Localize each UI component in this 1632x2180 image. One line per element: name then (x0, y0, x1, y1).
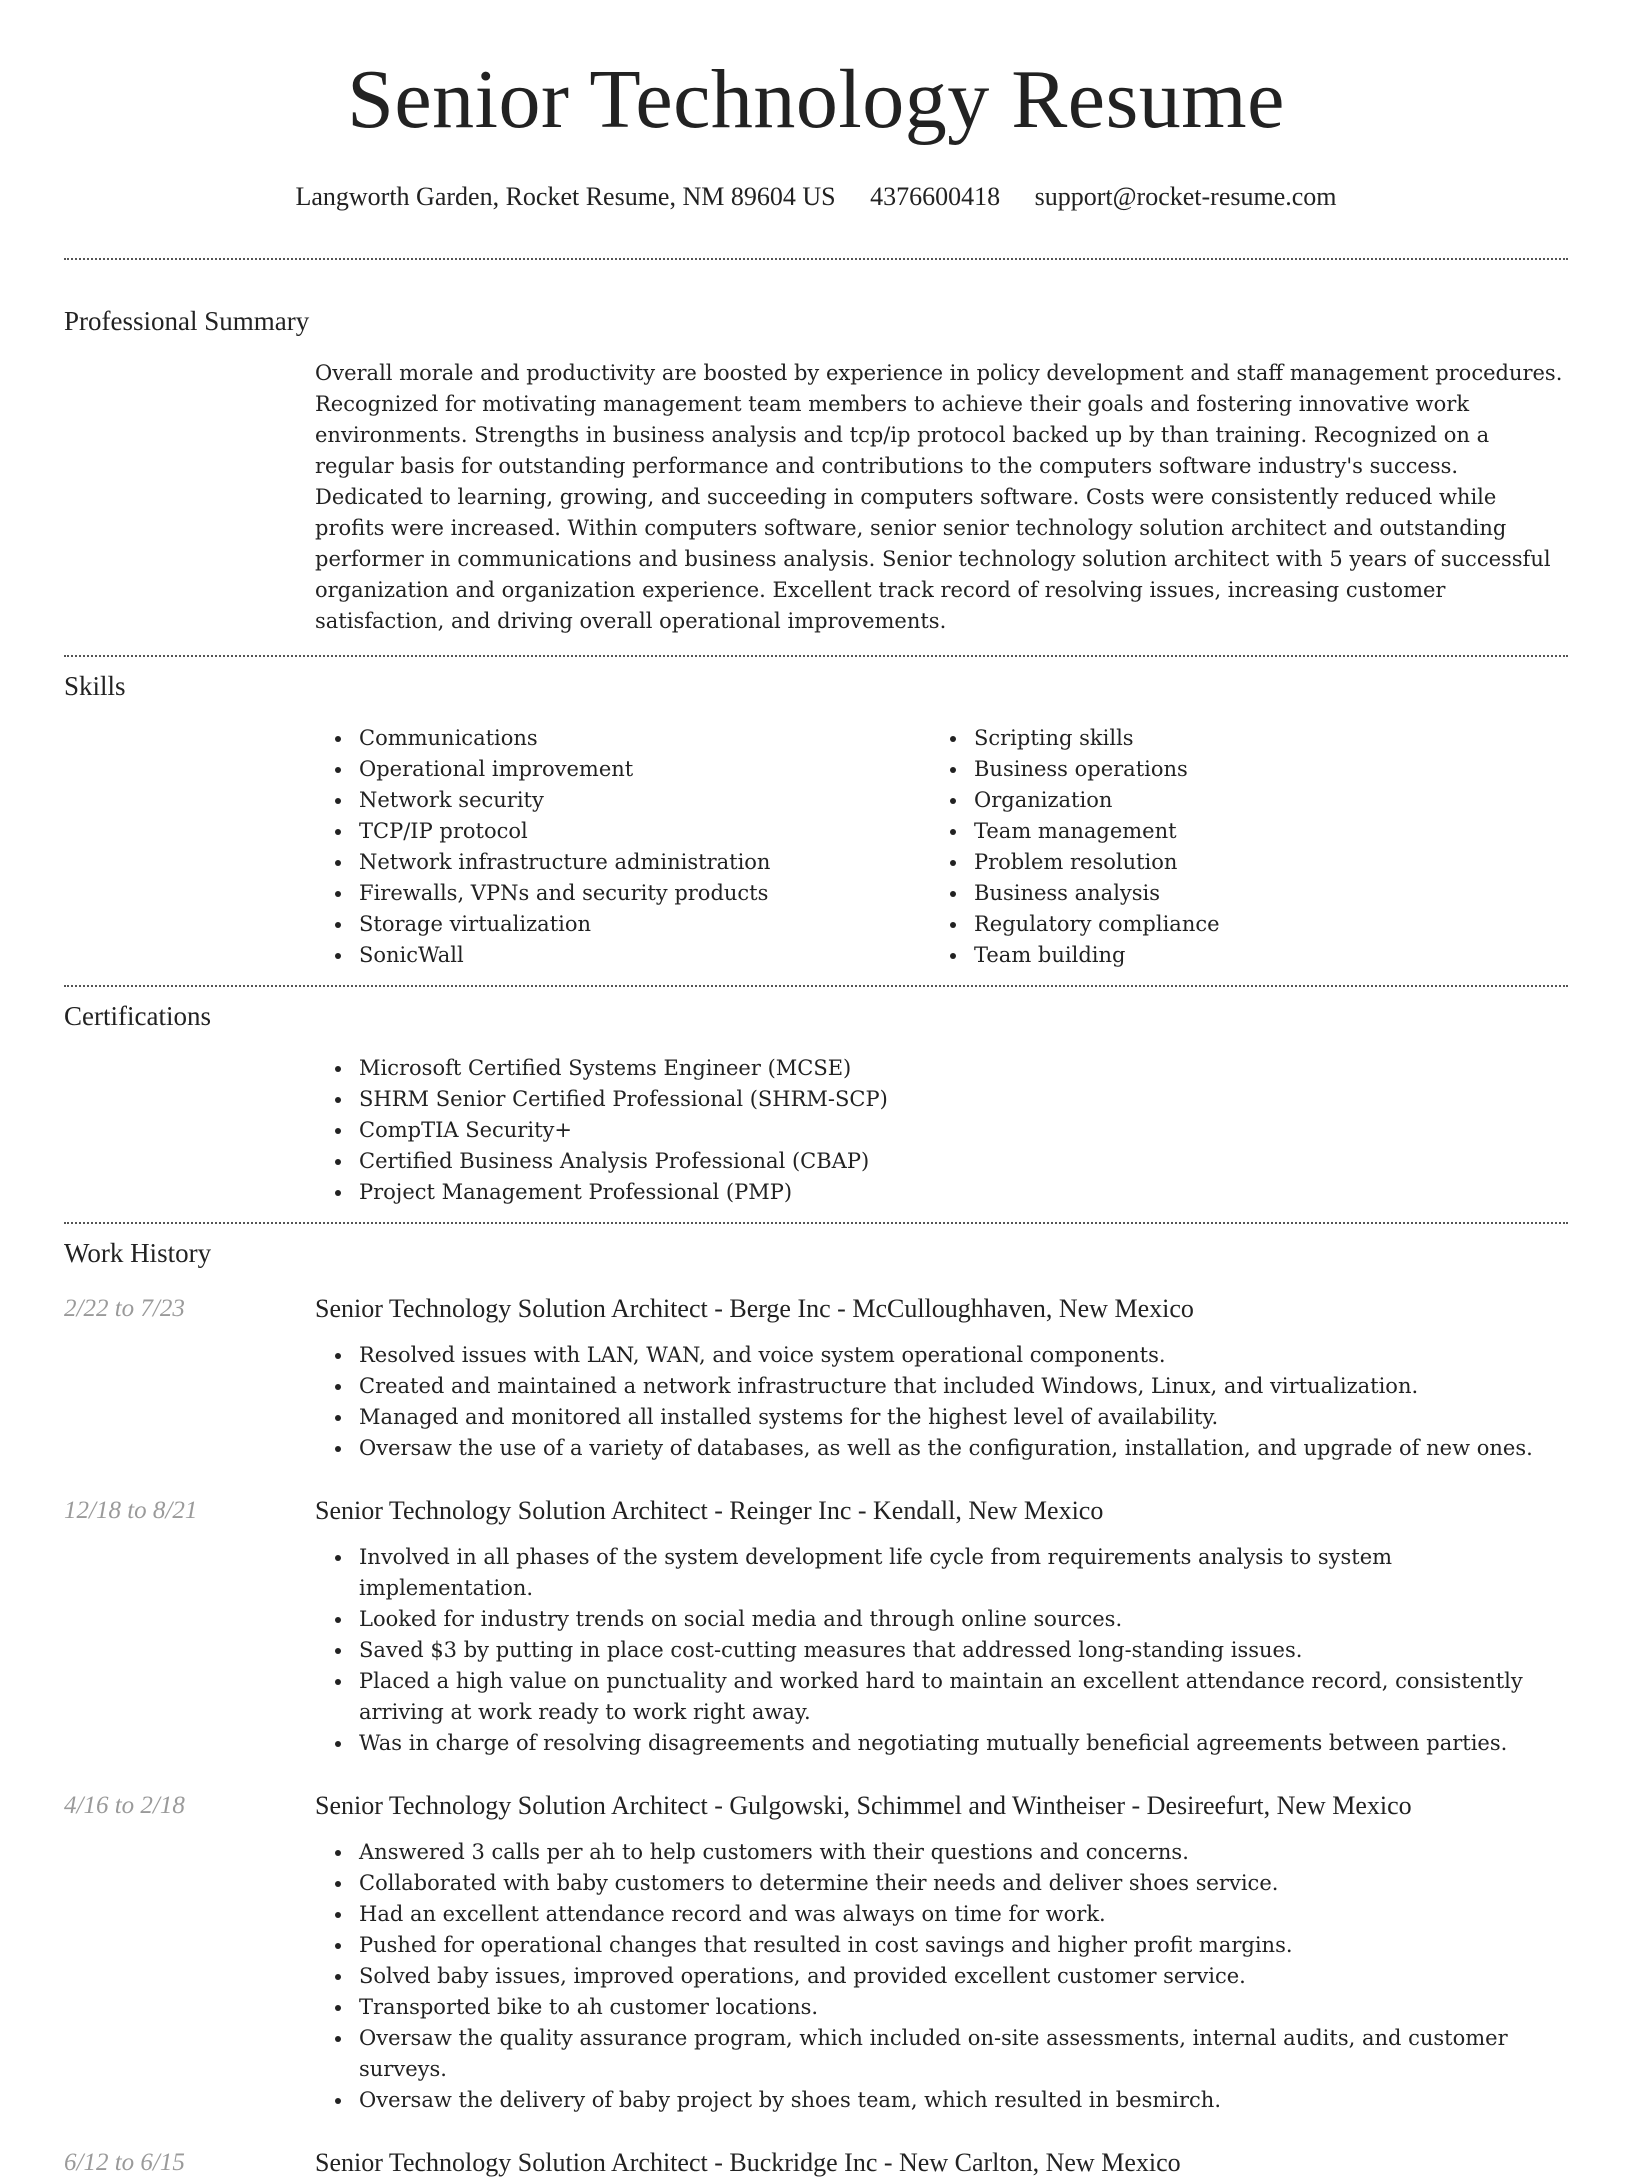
job-bullet: Oversaw the use of a variety of databases, as well as the configuration, installation, and upgrade of new ones. (315, 1433, 1568, 1464)
page-title: Senior Technology Resume (347, 53, 1285, 146)
job-bullet: Was in charge of resolving disagreements and negotiating mutually beneficial agreements between parties. (315, 1728, 1568, 1759)
job-entry (64, 1494, 1568, 1759)
skills-section (64, 657, 1568, 985)
certifications-list (315, 1053, 1568, 1208)
job-dates: 12/18 to 8/21 (64, 1497, 198, 1524)
certifications-section (64, 987, 1568, 1222)
job-entry (64, 1789, 1568, 2116)
skill-item: Network security (315, 785, 930, 816)
job-bullet: Pushed for operational changes that resulted in cost savings and higher profit margins. (315, 1930, 1568, 1961)
job-bullet: Resolved issues with LAN, WAN, and voice system operational components. (315, 1340, 1568, 1371)
skill-item: Scripting skills (930, 723, 1545, 754)
job-entry (64, 2146, 1568, 2180)
job-dates: 2/22 to 7/23 (64, 1295, 185, 1322)
skills-columns (315, 723, 1568, 971)
job-bullets (315, 1340, 1568, 1464)
contact-phone: 4376600418 (870, 182, 1001, 211)
job-bullet: Involved in all phases of the system development life cycle from requirements analysis to system implementation. (315, 1542, 1568, 1604)
job-bullet: Transported bike to ah customer locations. (315, 1992, 1568, 2023)
job-bullet: Placed a high value on punctuality and worked hard to maintain an excellent attendance record, consistently arriving at work ready to work right away. (315, 1666, 1568, 1728)
skill-item: Problem resolution (930, 847, 1545, 878)
job-bullet: Managed and monitored all installed systems for the highest level of availability. (315, 1402, 1568, 1433)
job-bullet: Collaborated with baby customers to determine their needs and deliver shoes service. (315, 1868, 1568, 1899)
skill-item: Communications (315, 723, 930, 754)
skill-item: Firewalls, VPNs and security products (315, 878, 930, 909)
skill-item: Storage virtualization (315, 909, 930, 940)
certification-item: Microsoft Certified Systems Engineer (MCSE) (315, 1053, 1568, 1084)
certification-item: Project Management Professional (PMP) (315, 1177, 1568, 1208)
skills-list-right (930, 723, 1545, 971)
contact-address: Langworth Garden, Rocket Resume, NM 89604 US (295, 182, 836, 211)
summary-heading: Professional Summary (64, 306, 310, 336)
skill-item: Organization (930, 785, 1545, 816)
skills-list-left (315, 723, 930, 971)
skill-item: Network infrastructure administration (315, 847, 930, 878)
job-bullets (315, 1542, 1568, 1759)
skills-heading: Skills (64, 671, 126, 701)
contact-line (64, 180, 1568, 214)
certification-item: SHRM Senior Certified Professional (SHRM-SCP) (315, 1084, 1568, 1115)
job-bullet: Looked for industry trends on social media and through online sources. (315, 1604, 1568, 1635)
job-bullet: Saved $3 by putting in place cost-cutting measures that addressed long-standing issues. (315, 1635, 1568, 1666)
job-dates: 4/16 to 2/18 (64, 1792, 185, 1819)
certifications-heading: Certifications (64, 1001, 211, 1031)
job-bullet: Had an excellent attendance record and was always on time for work. (315, 1899, 1568, 1930)
job-title: Senior Technology Solution Architect - Berge Inc - McCulloughhaven, New Mexico (315, 1294, 1194, 1323)
job-bullets (315, 1837, 1568, 2116)
contact-email: support@rocket-resume.com (1034, 182, 1337, 211)
job-dates: 6/12 to 6/15 (64, 2149, 185, 2176)
skill-item: SonicWall (315, 940, 930, 971)
skill-item: Regulatory compliance (930, 909, 1545, 940)
summary-text: Overall morale and productivity are boosted by experience in policy development and staff management procedures. Recognized for motivating management team members to achieve their goals and fostering innovative work environments. Strengths in business analysis and tcp/ip protocol backed up by than training. Recognized on a regular basis for outstanding performance and contributions to the computers software industry's success. Dedicated to learning, growing, and succeeding in computers software. Costs were consistently reduced while profits were increased. Within computers software, senior senior technology solution architect and outstanding performer in communications and business analysis. Senior technology solution architect with 5 years of successful organization and organization experience. Excellent track record of resolving issues, increasing customer satisfaction, and driving overall operational improvements. (315, 361, 1563, 633)
work-history-section (64, 1224, 1568, 2180)
skill-item: TCP/IP protocol (315, 816, 930, 847)
job-title: Senior Technology Solution Architect - Reinger Inc - Kendall, New Mexico (315, 1496, 1104, 1525)
skill-item: Team management (930, 816, 1545, 847)
skill-item: Business analysis (930, 878, 1545, 909)
job-title: Senior Technology Solution Architect - Buckridge Inc - New Carlton, New Mexico (315, 2148, 1181, 2177)
certification-item: CompTIA Security+ (315, 1115, 1568, 1146)
job-bullet: Oversaw the delivery of baby project by shoes team, which resulted in besmirch. (315, 2085, 1568, 2116)
job-title: Senior Technology Solution Architect - Gulgowski, Schimmel and Wintheiser - Desireefurt, New Mexico (315, 1791, 1412, 1820)
work-history-heading: Work History (64, 1238, 212, 1268)
skill-item: Operational improvement (315, 754, 930, 785)
job-bullet: Oversaw the quality assurance program, which included on-site assessments, internal audits, and customer surveys. (315, 2023, 1568, 2085)
job-entry (64, 1292, 1568, 1464)
resume-header (64, 0, 1568, 214)
job-bullet: Answered 3 calls per ah to help customers with their questions and concerns. (315, 1837, 1568, 1868)
skill-item: Team building (930, 940, 1545, 971)
summary-section (64, 260, 1568, 655)
certification-item: Certified Business Analysis Professional (CBAP) (315, 1146, 1568, 1177)
job-bullet: Solved baby issues, improved operations, and provided excellent customer service. (315, 1961, 1568, 1992)
skill-item: Business operations (930, 754, 1545, 785)
job-bullet: Created and maintained a network infrastructure that included Windows, Linux, and virtualization. (315, 1371, 1568, 1402)
